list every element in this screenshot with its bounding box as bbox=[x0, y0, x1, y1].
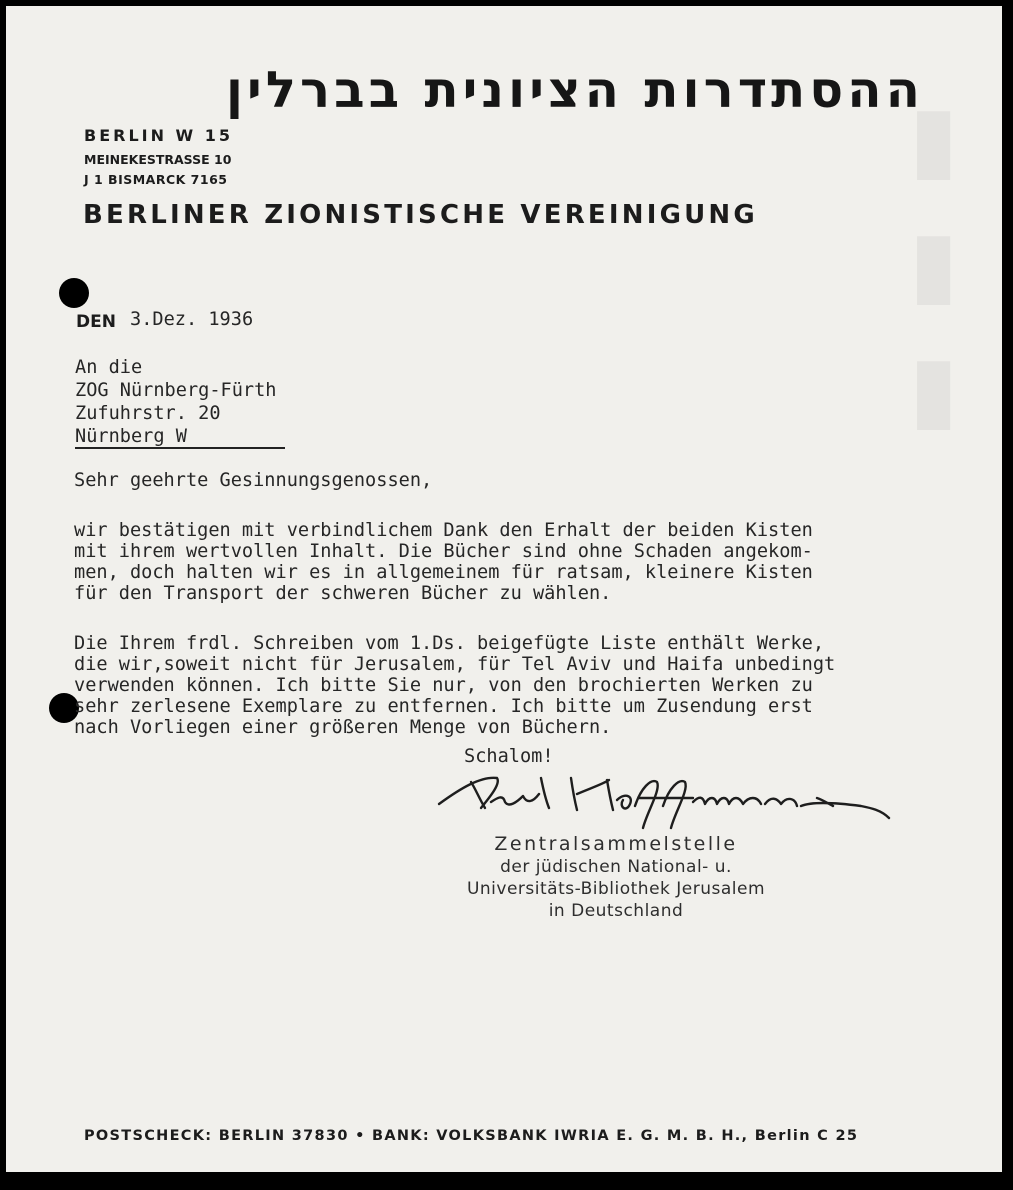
date-prefix: DEN bbox=[76, 312, 116, 332]
salutation: Sehr geehrte Gesinnungsgenossen, bbox=[74, 470, 433, 491]
paragraph-line: mit ihrem wertvollen Inhalt. Die Bücher sind ohne Schaden angekom- bbox=[74, 541, 813, 562]
stamp-line: Universitäts-Bibliothek Jerusalem bbox=[466, 879, 766, 899]
stamp-line: in Deutschland bbox=[548, 901, 684, 921]
letter-page bbox=[6, 6, 1002, 1172]
recipient-city: Nürnberg W bbox=[75, 426, 285, 449]
paragraph-line: die wir,soweit nicht für Jerusalem, für Tel Aviv und Haifa unbedingt bbox=[74, 654, 836, 675]
rubber-stamp bbox=[386, 832, 846, 922]
stamp-line: Zentralsammelstelle bbox=[494, 833, 738, 855]
paragraph-line: sehr zerlesene Exemplare zu entfernen. Ich bitte um Zusendung erst bbox=[74, 696, 813, 717]
paragraph-line: men, doch halten wir es in allgemeinem für ratsam, kleinere Kisten bbox=[74, 562, 813, 583]
recipient-line: ZOG Nürnberg-Fürth bbox=[75, 380, 277, 401]
show-through-texture: ▮▮▮ bbox=[881, 86, 986, 461]
letterhead-hebrew-name: ההסתדרות הציונית בברלין bbox=[225, 61, 924, 119]
paragraph-line: wir bestätigen mit verbindlichem Dank den Erhalt der beiden Kisten bbox=[74, 520, 813, 541]
closing: Schalom! bbox=[464, 746, 554, 767]
paragraph-2 bbox=[74, 633, 835, 738]
paragraph-line: für den Transport der schweren Bücher zu wählen. bbox=[74, 583, 612, 604]
letterhead-street: MEINEKESTRASSE 10 bbox=[84, 152, 232, 167]
stamp-line: der jüdischen National- u. bbox=[500, 857, 732, 877]
signature-text: Kurt Hoffmann bbox=[659, 825, 673, 827]
letterhead-phone: J 1 BISMARCK 7165 bbox=[84, 172, 228, 187]
paragraph-1 bbox=[74, 520, 813, 604]
paragraph-line: verwenden können. Ich bitte Sie nur, von den brochierten Werken zu bbox=[74, 675, 813, 696]
letterhead-city: BERLIN W 15 bbox=[84, 126, 234, 145]
paragraph-line: Die Ihrem frdl. Schreiben vom 1.Ds. beigefügte Liste enthält Werke, bbox=[74, 633, 825, 654]
letter-date: 3.Dez. 1936 bbox=[130, 309, 254, 330]
handwritten-signature bbox=[431, 768, 901, 838]
punch-hole-top bbox=[59, 278, 89, 308]
letterhead-organization: BERLINER ZIONISTISCHE VEREINIGUNG bbox=[83, 200, 758, 230]
paragraph-line: nach Vorliegen einer größeren Menge von Büchern. bbox=[74, 717, 612, 738]
recipient-line-underlined bbox=[75, 425, 285, 448]
recipient-line: Zufuhrstr. 20 bbox=[75, 403, 221, 424]
recipient-line: An die bbox=[75, 357, 143, 378]
footer-banking: POSTSCHECK: BERLIN 37830 • BANK: VOLKSBANK IWRIA E. G. M. B. H., Berlin C 25 bbox=[84, 1128, 859, 1144]
